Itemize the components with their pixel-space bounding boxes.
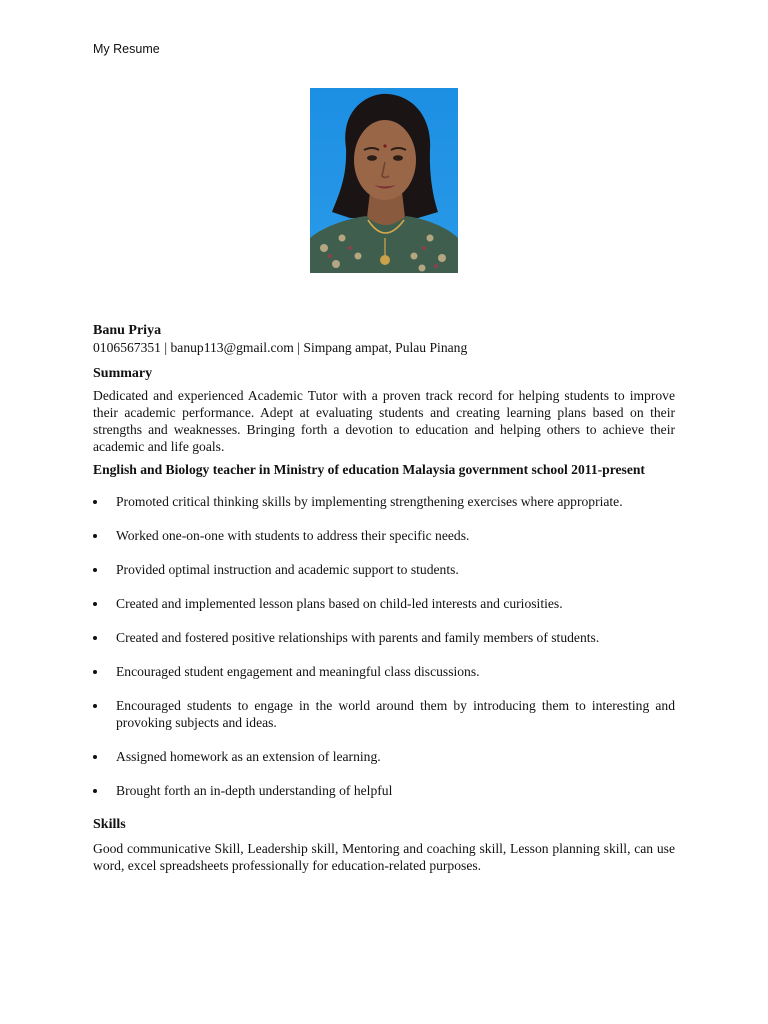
bullet-icon: [93, 789, 97, 793]
profile-photo: [310, 88, 458, 273]
bullet-icon: [93, 534, 97, 538]
list-item: [93, 748, 675, 765]
list-item: [93, 527, 675, 544]
contact-line: 0106567351 | banup113@gmail.com | Simpang ampat, Pulau Pinang: [93, 340, 468, 355]
duty-text: Created and fostered positive relationships with parents and family members of students.: [116, 630, 600, 645]
skills-heading: Skills: [93, 817, 126, 832]
list-item: [93, 663, 675, 680]
bullet-icon: [93, 755, 97, 759]
bullet-icon: [93, 636, 97, 640]
duties-list: [93, 493, 675, 799]
list-item: [93, 629, 675, 646]
list-item: [93, 595, 675, 612]
candidate-name: Banu Priya: [93, 323, 162, 338]
duty-text: Worked one-on-one with students to address their specific needs.: [116, 528, 470, 543]
bullet-icon: [93, 500, 97, 504]
list-item: [93, 493, 675, 510]
bullet-icon: [93, 602, 97, 606]
summary-heading: Summary: [93, 366, 153, 381]
bullet-icon: [93, 568, 97, 572]
list-item: [93, 561, 675, 578]
duty-text: Encouraged students to engage in the world around them by introducing them to interesting and provoking subjects and ideas.: [116, 698, 675, 730]
document-header-title: My Resume: [93, 42, 160, 56]
list-item: [93, 782, 675, 799]
resume-content: [93, 322, 675, 874]
bullet-icon: [93, 704, 97, 708]
duty-text: Brought forth an in-depth understanding of helpful: [116, 783, 393, 798]
bullet-icon: [93, 670, 97, 674]
duty-text: Assigned homework as an extension of learning.: [116, 749, 381, 764]
duty-text: Promoted critical thinking skills by implementing strengthening exercises where appropriate.: [116, 494, 623, 509]
duty-text: Created and implemented lesson plans based on child-led interests and curiosities.: [116, 596, 563, 611]
duty-text: Provided optimal instruction and academic support to students.: [116, 562, 459, 577]
duty-text: Encouraged student engagement and meaningful class discussions.: [116, 664, 480, 679]
job-title: English and Biology teacher in Ministry of education Malaysia government school 2011-present: [93, 462, 645, 477]
skills-text: Good communicative Skill, Leadership skill, Mentoring and coaching skill, Lesson planning skill, can use word, excel spreadsheets professionally for education-related purposes.: [93, 841, 675, 873]
list-item: [93, 697, 675, 731]
summary-text: Dedicated and experienced Academic Tutor with a proven track record for helping students to improve their academic performance. Adept at evaluating students and creating learning plans based on their strengths and weaknesses. Bringing forth a devotion to education and helping others to achieve their academic and life goals.: [93, 388, 675, 454]
